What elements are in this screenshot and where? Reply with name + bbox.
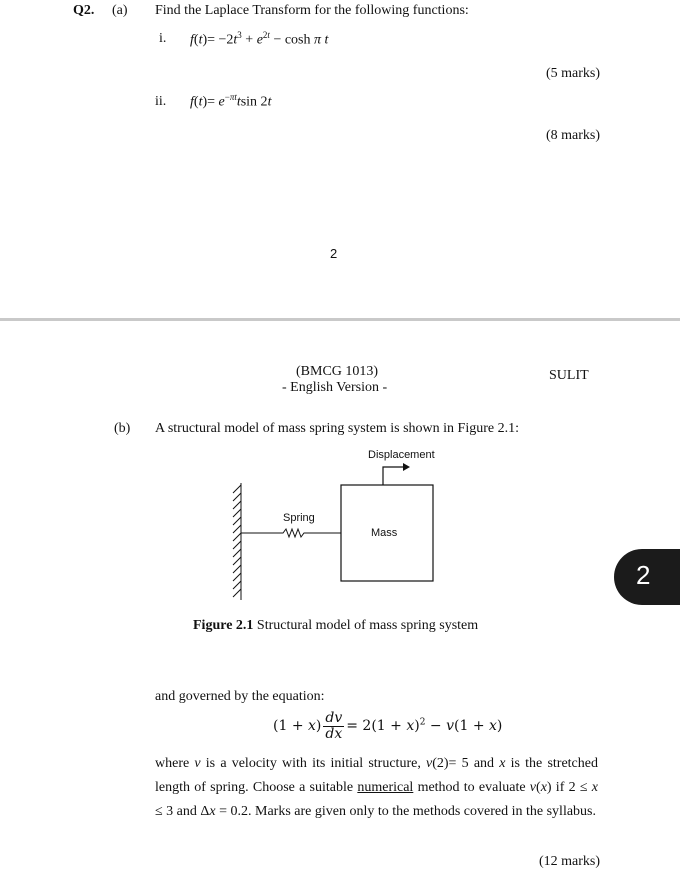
figure-caption-text: Structural model of mass spring system xyxy=(253,618,479,633)
item-i-label: i. xyxy=(159,31,167,46)
marks-b: (12 marks) xyxy=(539,854,601,869)
page-separator xyxy=(0,318,680,321)
course-code: (BMCG 1013) xyxy=(296,364,379,379)
equation-i: $f(t)= -2t^3 + e^{2t} - \cosh \pi$ t xyxy=(190,30,329,48)
governed-text: and governed by the equation: xyxy=(155,689,325,704)
mass-label: Mass xyxy=(371,527,398,539)
part-b-intro: A structural model of mass spring system is shown in Figure 2.1: xyxy=(155,421,519,436)
spring-shape xyxy=(241,529,341,537)
sulit-label: SULIT xyxy=(549,368,589,383)
marks-ii: (8 marks) xyxy=(546,128,601,143)
displacement-arrow xyxy=(383,467,403,485)
question-number: Q2. xyxy=(73,3,95,18)
page-indicator-number: 2 xyxy=(636,560,651,590)
spring-label: Spring xyxy=(283,512,315,524)
english-version: - English Version - xyxy=(282,380,388,395)
mass-spring-figure xyxy=(220,445,460,605)
page-number: 2 xyxy=(330,246,338,261)
part-a-instruction: Find the Laplace Transform for the following functions: xyxy=(155,3,469,18)
page-indicator-badge[interactable] xyxy=(614,549,680,605)
item-ii-label: ii. xyxy=(155,94,167,109)
part-b-problem-text: where v is a velocity with its initial structure, v(2)= 5 and x is the stretched length of spring. Choose a suitable numerical method to evaluate v(x) if 2 ≤ x ≤ 3 and Δx = 0.2. Marks are given only to the methods covered in the syllabus. xyxy=(155,756,598,819)
marks-i: (5 marks) xyxy=(546,66,601,81)
equation-ii: $f(t)= e^{-\pi t}tsin$ 2t xyxy=(190,92,272,110)
part-a-label: (a) xyxy=(112,3,128,18)
displacement-label: Displacement xyxy=(368,449,435,461)
differential-equation: (1 + x) $\frac{dv}{dx}$ = $2(1 + x)^2 - v(1 + x)$ xyxy=(273,710,503,742)
figure-caption-number: Figure 2.1 xyxy=(193,618,254,633)
figure-caption xyxy=(193,618,478,634)
part-b-label: (b) xyxy=(114,421,131,436)
wall-hatching xyxy=(233,483,241,600)
